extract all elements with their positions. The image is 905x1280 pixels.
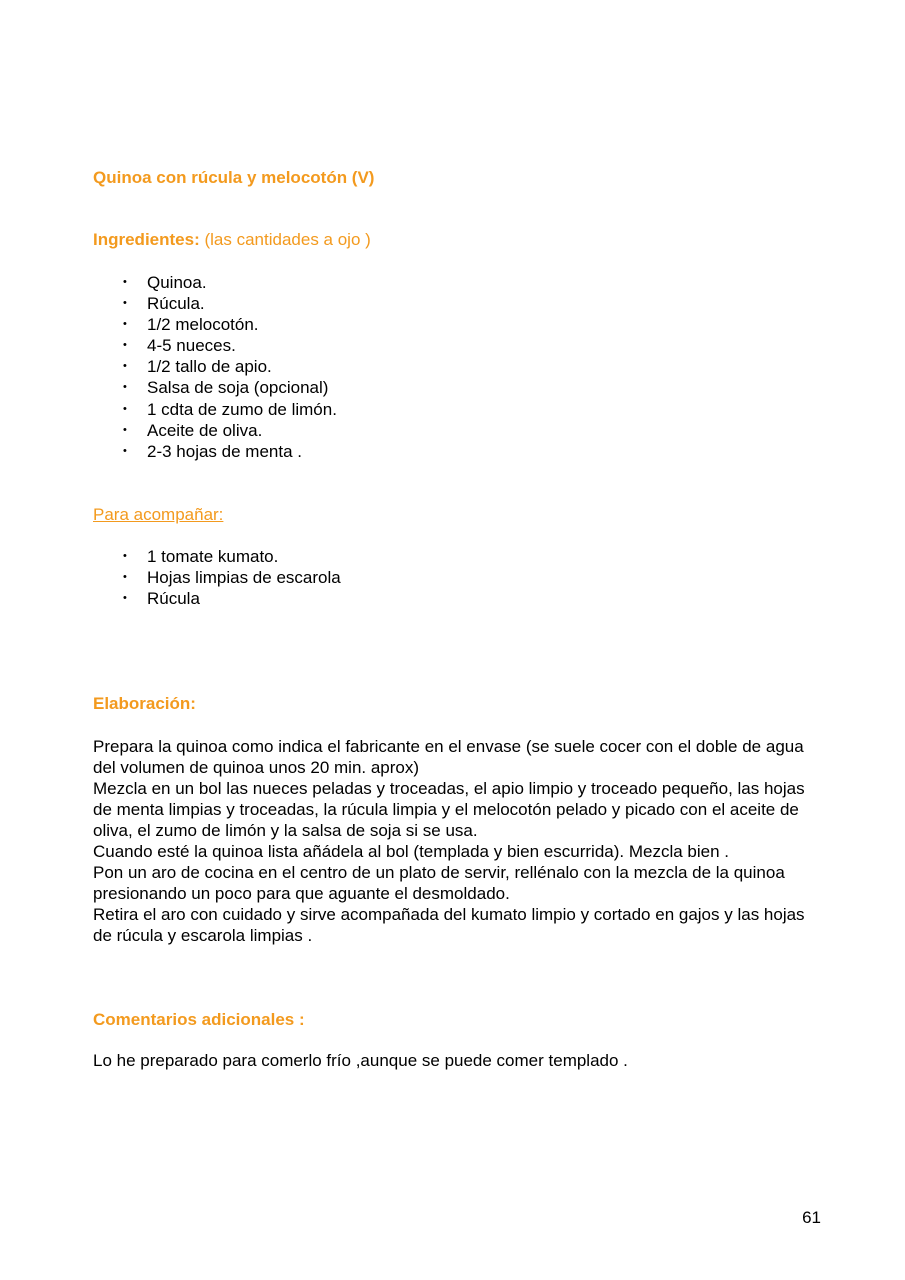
page-number: 61 <box>802 1208 821 1227</box>
list-item <box>123 567 341 588</box>
elaboration-paragraph: Cuando esté la quinoa lista añádela al bol (templada y bien escurrida). Mezcla bien . <box>93 842 729 861</box>
list-item <box>123 335 337 356</box>
ingredients-list <box>123 272 337 462</box>
ingredients-label: Ingredientes: <box>93 230 200 249</box>
ingredient-text: 1/2 tallo de apio. <box>147 357 272 377</box>
bullet-icon: • <box>123 318 127 331</box>
bullet-icon: • <box>123 423 127 436</box>
ingredients-note: (las cantidades a ojo ) <box>199 230 371 249</box>
ingredients-heading <box>93 230 371 250</box>
ingredient-text: Salsa de soja (opcional) <box>147 378 329 398</box>
list-item <box>123 588 341 609</box>
list-item <box>123 546 341 567</box>
list-item <box>123 399 337 420</box>
ingredient-text: Rúcula. <box>147 294 205 314</box>
comments-heading: Comentarios adicionales : <box>93 1010 305 1029</box>
ingredient-text: 2-3 hojas de menta . <box>147 441 302 461</box>
comments-text: Lo he preparado para comerlo frío ,aunque se puede comer templado . <box>93 1051 628 1070</box>
ingredient-text: 1/2 melocotón. <box>147 315 259 335</box>
ingredient-text: Aceite de oliva. <box>147 420 263 440</box>
recipe-title: Quinoa con rúcula y melocotón (V) <box>93 168 375 187</box>
ingredient-text: 4-5 nueces. <box>147 336 236 356</box>
bullet-icon: • <box>123 402 127 415</box>
elaboration-paragraph: Mezcla en un bol las nueces peladas y troceadas, el apio limpio y troceado pequeño, las hojas de menta limpias y troceadas, la rúcula limpia y el melocotón pelado y picado con el aceite de oliva, el zumo de limón y la salsa de soja si se usa. <box>93 779 805 840</box>
list-item <box>123 377 337 398</box>
list-item <box>123 420 337 441</box>
accompany-list <box>123 546 341 609</box>
list-item <box>123 356 337 377</box>
ingredient-text: Quinoa. <box>147 273 207 292</box>
accompany-text: 1 tomate kumato. <box>147 547 279 566</box>
elaboration-text <box>93 736 818 946</box>
bullet-icon: • <box>123 444 127 457</box>
list-item <box>123 293 337 314</box>
bullet-icon: • <box>123 297 127 310</box>
bullet-icon: • <box>123 592 127 605</box>
list-item <box>123 441 337 462</box>
accompany-text: Hojas limpias de escarola <box>147 568 341 588</box>
bullet-icon: • <box>123 550 127 562</box>
elaboration-paragraph: Prepara la quinoa como indica el fabricante en el envase (se suele cocer con el doble de agua del volumen de quinoa unos 20 min. aprox) <box>93 737 804 777</box>
ingredient-text: 1 cdta de zumo de limón. <box>147 399 337 419</box>
elaboration-paragraph: Retira el aro con cuidado y sirve acompañada del kumato limpio y cortado en gajos y las hojas de rúcula y escarola limpias . <box>93 905 805 945</box>
elaboration-paragraph: Pon un aro de cocina en el centro de un plato de servir, rellénalo con la mezcla de la quinoa presionando un poco para que aguante el desmoldado. <box>93 863 785 903</box>
bullet-icon: • <box>123 381 127 394</box>
list-item <box>123 272 337 293</box>
bullet-icon: • <box>123 571 127 584</box>
accompany-text: Rúcula <box>147 589 200 609</box>
list-item <box>123 314 337 335</box>
bullet-icon: • <box>123 276 127 288</box>
elaboration-heading: Elaboración: <box>93 694 196 713</box>
bullet-icon: • <box>123 339 127 352</box>
accompany-heading: Para acompañar: <box>93 505 224 524</box>
bullet-icon: • <box>123 360 127 373</box>
